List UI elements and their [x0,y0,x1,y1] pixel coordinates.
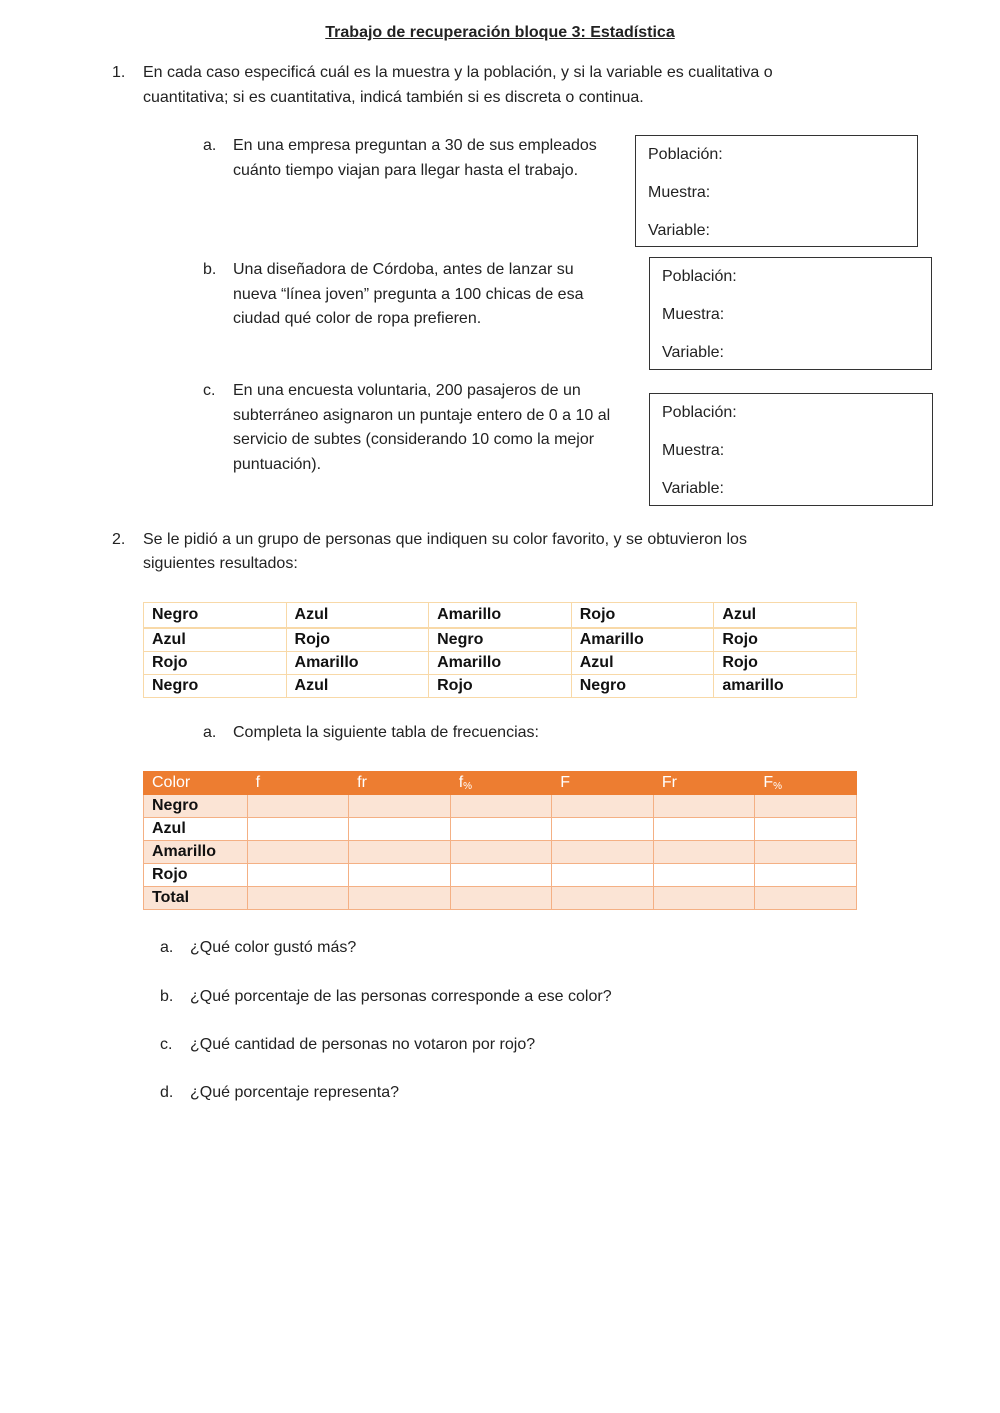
results-cell: Rojo [286,628,429,652]
results-cell: Rojo [144,652,287,675]
table-row [144,887,857,910]
table-header-row [144,772,857,795]
item-c-line: En una encuesta voluntaria, 200 pasajeros de un [233,382,581,399]
item-b-letter: b. [203,261,217,278]
box-label-poblacion: Población: [648,146,723,163]
sub-a-letter: a. [203,724,217,741]
box-label-muestra: Muestra: [662,306,725,323]
results-cell: Amarillo [286,652,429,675]
question-b-text: ¿Qué porcentaje de las personas corresponde a ese color? [190,988,612,1005]
item-a-line: cuánto tiempo viajan para llegar hasta el trabajo. [233,161,579,179]
question-c-text: ¿Qué cantidad de personas no votaron por rojo? [190,1036,536,1053]
results-cell: Azul [286,675,429,698]
results-table [143,602,857,698]
question-a-text: ¿Qué color gustó más? [190,939,357,956]
row-label: Total [144,887,248,910]
results-cell: Azul [714,603,857,629]
row-label: Amarillo [144,841,248,864]
input-cell[interactable] [552,887,654,910]
input-cell[interactable] [653,841,755,864]
input-cell[interactable] [653,818,755,841]
box-label-poblacion: Población: [662,404,737,421]
row-label: Negro [144,795,248,818]
input-cell[interactable] [653,864,755,887]
table-row [144,841,857,864]
question-2-number: 2. [112,531,126,548]
answer-box-a[interactable] [635,135,918,247]
results-cell: Amarillo [429,652,572,675]
item-b-line: Una diseñadora de Córdoba, antes de lanzar su [233,261,574,278]
table-row [144,628,857,652]
input-cell[interactable] [349,818,451,841]
input-cell[interactable] [755,818,857,841]
input-cell[interactable] [755,841,857,864]
question-b-letter: b. [160,988,174,1005]
item-a-line: En una empresa preguntan a 30 de sus empleados [233,137,597,154]
answer-box-c[interactable] [649,393,933,506]
table-row [144,603,857,629]
question-1-text-line2: cuantitativa; si es cuantitativa, indicá también si es discreta o continua. [143,89,644,106]
results-cell: amarillo [714,675,857,698]
item-b-line: nueva “línea joven” pregunta a 100 chicas de esa [233,285,584,303]
question-a-letter: a. [160,939,174,956]
row-label: Rojo [144,864,248,887]
header-f-percent-base: f [458,774,464,791]
results-cell: Amarillo [571,628,714,652]
item-a-letter: a. [203,137,217,154]
results-cell: Negro [571,675,714,698]
table-row [144,675,857,698]
box-label-muestra: Muestra: [662,442,725,459]
results-cell: Azul [144,628,287,652]
box-label-variable: Variable: [648,222,710,239]
results-cell: Rojo [571,603,714,629]
results-cell: Azul [286,603,429,629]
box-label-variable: Variable: [662,344,724,361]
input-cell[interactable] [247,887,349,910]
item-c-text [233,379,610,477]
input-cell[interactable] [552,795,654,818]
results-cell: Azul [571,652,714,675]
input-cell[interactable] [247,864,349,887]
results-cell: Negro [144,675,287,698]
table-row [144,818,857,841]
question-d-text: ¿Qué porcentaje representa? [190,1084,400,1101]
input-cell[interactable] [552,864,654,887]
input-cell[interactable] [755,795,857,818]
results-cell: Rojo [714,628,857,652]
input-cell[interactable] [450,818,552,841]
header-f-percent [450,772,552,795]
input-cell[interactable] [653,795,755,818]
question-2-text-line2: siguientes resultados: [143,555,298,572]
header-f: f [247,772,349,795]
item-b-text [233,258,583,332]
header-F-percent-sub: % [773,781,783,792]
header-F: F [552,772,654,795]
question-1-text-line1: En cada caso especificá cuál es la muestra y la población, y si la variable es cualitativa o [143,64,773,81]
frequency-table [143,771,857,910]
header-f-percent-sub: % [463,781,473,792]
results-cell: Rojo [714,652,857,675]
header-Fr: Fr [653,772,755,795]
header-F-percent [755,772,857,795]
box-label-variable: Variable: [662,480,724,497]
input-cell[interactable] [653,887,755,910]
answer-box-b[interactable] [649,257,932,370]
input-cell[interactable] [247,818,349,841]
results-cell: Negro [144,603,287,629]
input-cell[interactable] [450,795,552,818]
sub-a-text: Completa la siguiente tabla de frecuencias: [233,724,539,741]
table-row [144,795,857,818]
input-cell[interactable] [450,841,552,864]
page-title: Trabajo de recuperación bloque 3: Estadística [325,24,675,41]
box-label-muestra: Muestra: [648,184,711,201]
item-b-line: ciudad qué color de ropa prefieren. [233,310,482,327]
input-cell[interactable] [247,841,349,864]
item-c-line: servicio de subtes (considerando 10 como la mejor [233,431,595,448]
header-F-percent-base: F [763,774,774,791]
input-cell[interactable] [552,841,654,864]
input-cell[interactable] [450,887,552,910]
results-cell: Negro [429,628,572,652]
input-cell[interactable] [755,864,857,887]
input-cell[interactable] [450,864,552,887]
input-cell[interactable] [349,864,451,887]
results-cell: Amarillo [429,603,572,629]
question-1-number: 1. [112,64,126,81]
input-cell[interactable] [755,887,857,910]
item-c-letter: c. [203,382,216,399]
results-cell: Rojo [429,675,572,698]
item-a-text [233,134,597,183]
row-label: Azul [144,818,248,841]
input-cell[interactable] [349,795,451,818]
item-c-line: puntuación). [233,455,322,473]
table-row [144,864,857,887]
input-cell[interactable] [349,887,451,910]
question-2-text-line1: Se le pidió a un grupo de personas que indiquen su color favorito, y se obtuvieron los [143,531,747,548]
question-c-letter: c. [160,1036,173,1053]
input-cell[interactable] [247,795,349,818]
header-color: Color [144,772,248,795]
box-label-poblacion: Población: [662,268,737,285]
item-c-line: subterráneo asignaron un puntaje entero de 0 a 10 al [233,406,611,424]
table-row [144,652,857,675]
input-cell[interactable] [552,818,654,841]
question-d-letter: d. [160,1084,174,1101]
input-cell[interactable] [349,841,451,864]
header-fr: fr [349,772,451,795]
